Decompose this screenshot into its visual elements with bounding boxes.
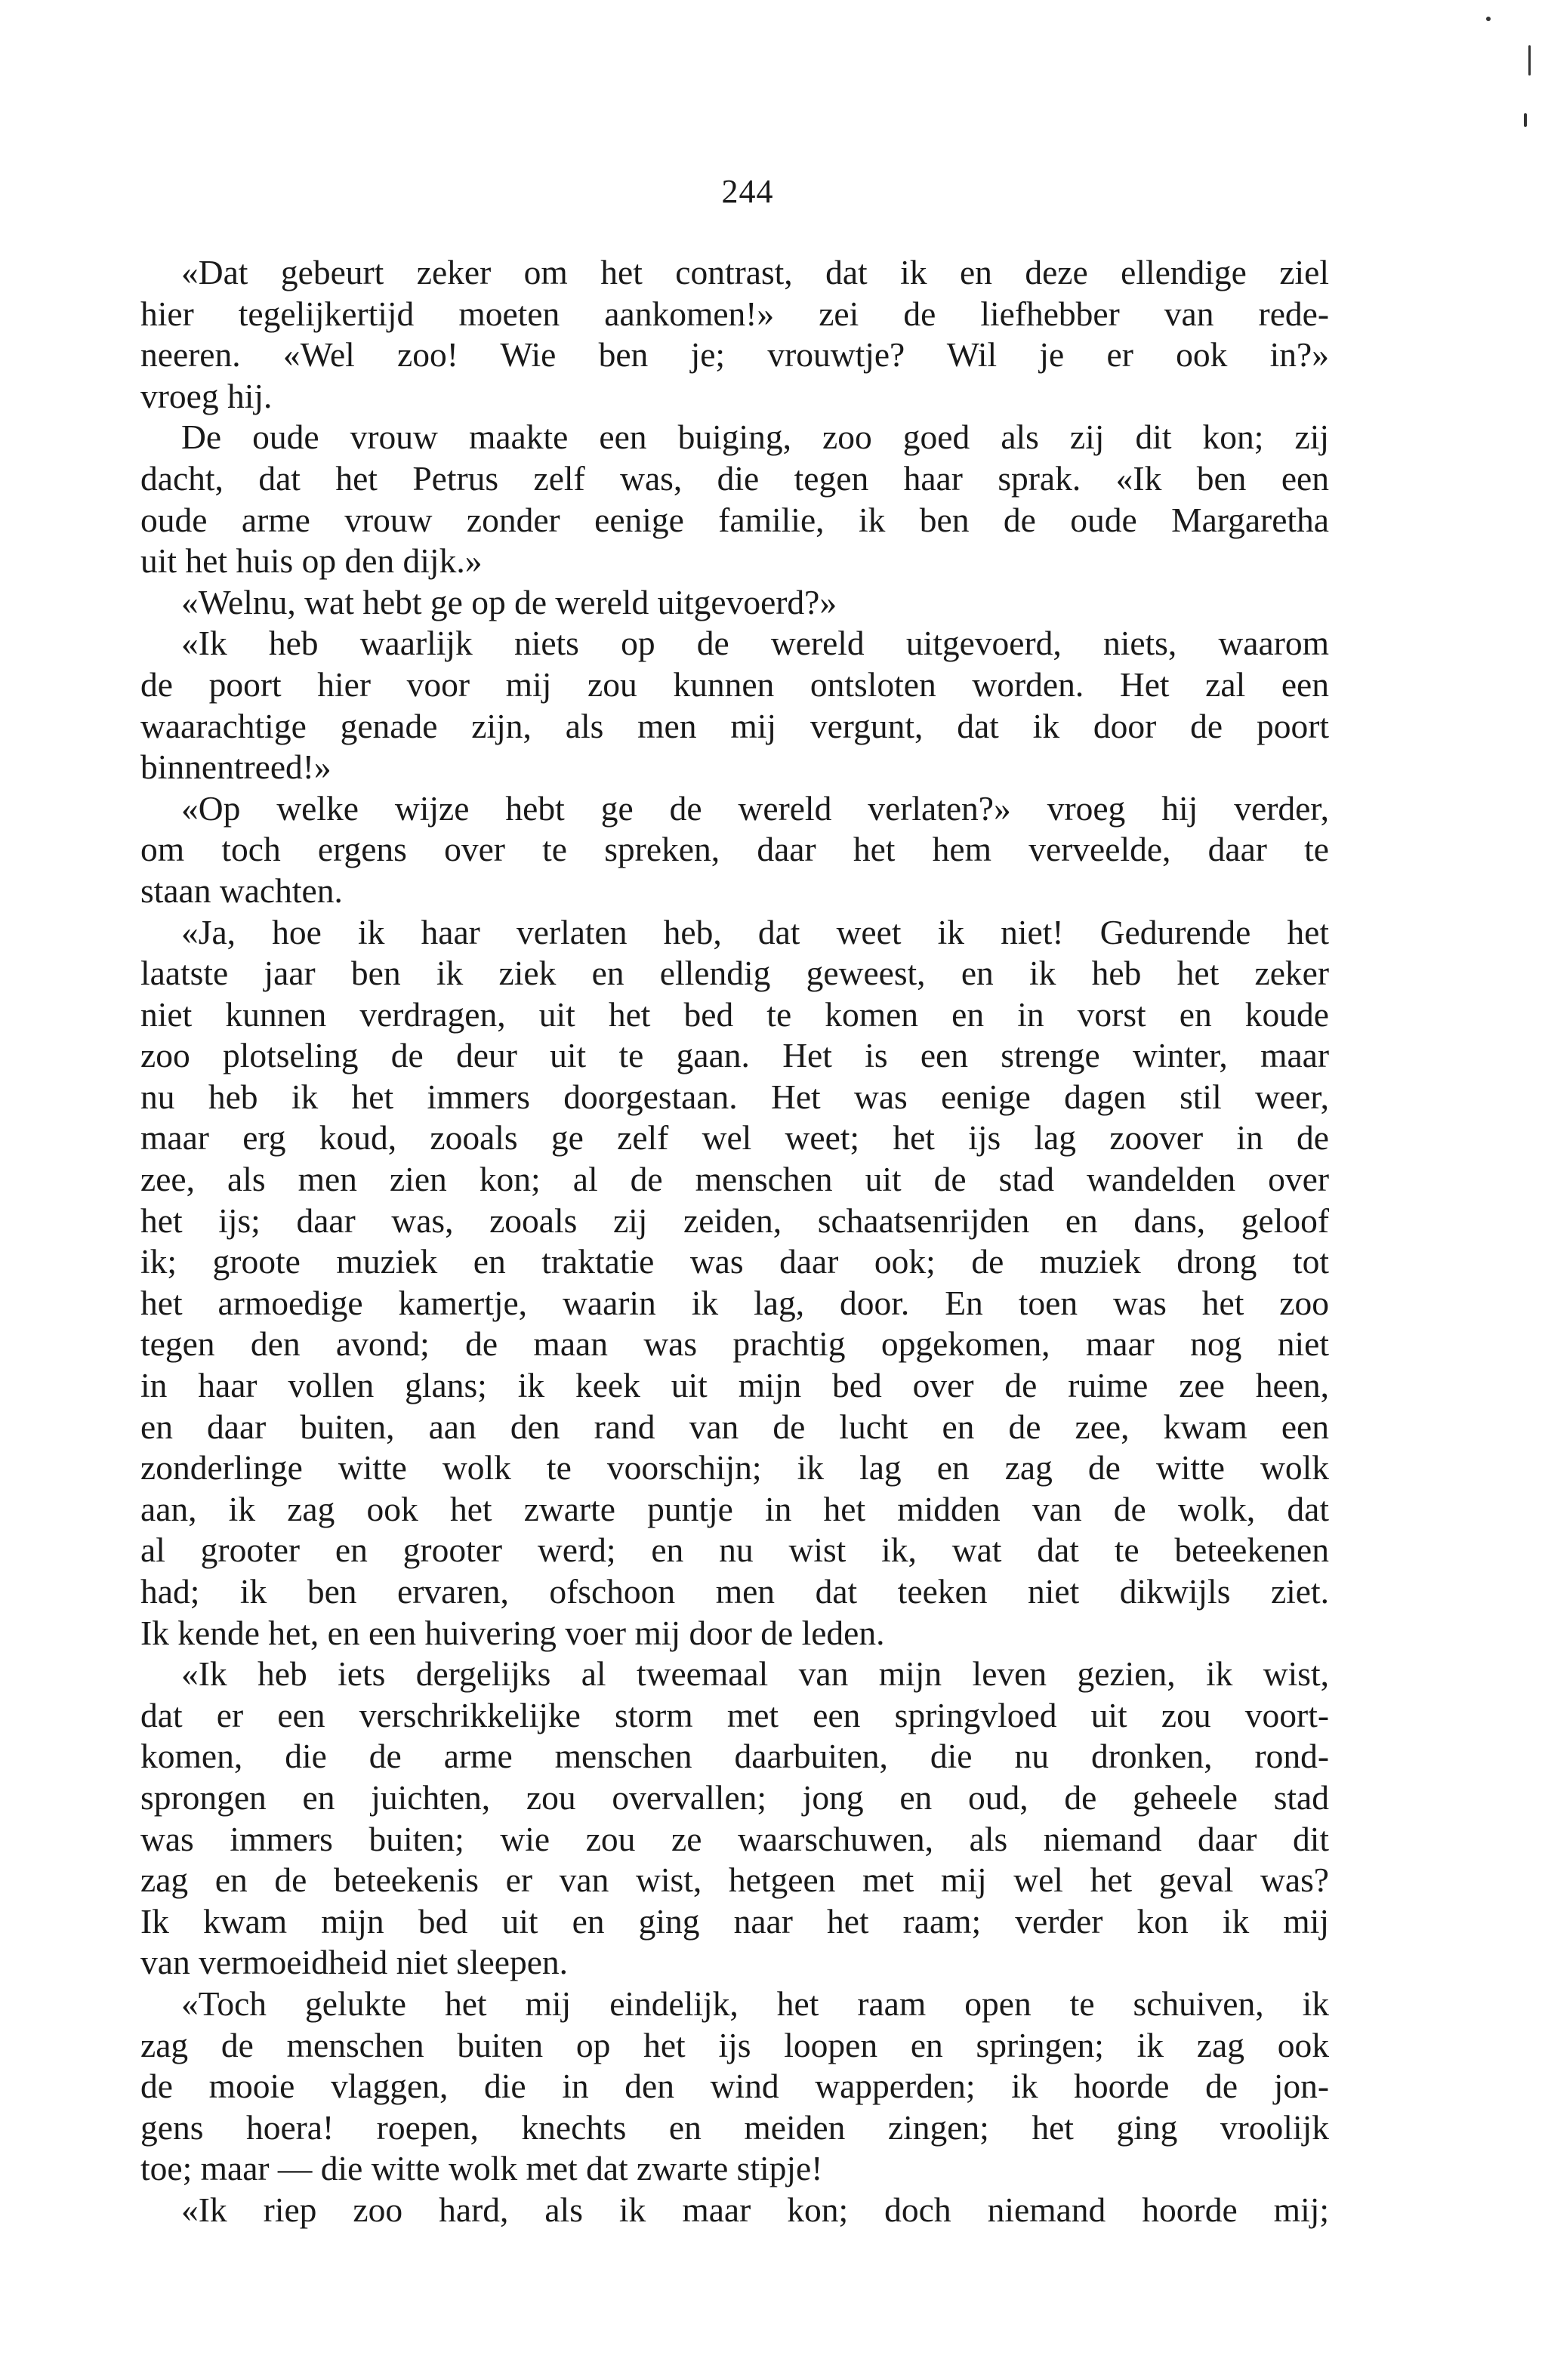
text-line: gens hoera! roepen, knechts en meiden zingen; het ging vroolijk: [140, 2107, 1329, 2147]
text-line: «Dat gebeurt zeker om het contrast, dat ik en deze ellendige ziel: [181, 253, 1329, 291]
text-line: zee, als men zien kon; al de menschen uit de stad wandelden over: [140, 1160, 1329, 1199]
text-line: zag en de beteekenis er van wist, hetgeen met mij wel het geval was?: [140, 1861, 1329, 1900]
text-line: vroeg hij.: [140, 376, 273, 415]
paragraph: [140, 623, 1329, 788]
text-line: De oude vrouw maakte een buiging, zoo goed als zij dit kon; zij: [181, 418, 1329, 457]
text-line: neeren. «Wel zoo! Wie ben je; vrouwtje? Wil je er ook in?»: [140, 335, 1329, 375]
paragraph: [140, 788, 1329, 912]
text-line: al grooter en grooter werd; en nu wist ik, wat dat te beteekenen: [140, 1531, 1329, 1570]
print-speck: [1528, 45, 1531, 76]
text-line: zonderlinge witte wolk te voorschijn; ik lag en zag de witte wolk: [140, 1448, 1329, 1488]
text-line: binnentreed!»: [140, 748, 332, 787]
text-line: tegen den avond; de maan was prachtig opgekomen, maar nog niet: [140, 1324, 1329, 1364]
text-line: oude arme vrouw zonder eenige familie, ik ben de oude Margaretha: [140, 500, 1329, 539]
paragraph: [140, 1654, 1329, 1984]
body-text: [140, 252, 1329, 2231]
text-line: van vermoeidheid niet sleepen.: [140, 1943, 569, 1982]
text-line: toe; maar — die witte wolk met dat zwarte stipje!: [140, 2149, 823, 2188]
text-line: «Op welke wijze hebt ge de wereld verlaten?» vroeg hij verder,: [181, 788, 1329, 828]
text-line: ik; groote muziek en traktatie was daar ook; de muziek drong tot: [140, 1242, 1329, 1281]
paragraph: [140, 1984, 1329, 2190]
text-line: Ik kwam mijn bed uit en ging naar het raam; verder kon ik mij: [140, 1901, 1329, 1941]
text-line: dat er een verschrikkelijke storm met een springvloed uit zou voort-: [140, 1695, 1329, 1734]
page-number: 244: [721, 173, 774, 210]
text-line: de poort hier voor mij zou kunnen ontsloten worden. Het zal een: [140, 664, 1329, 704]
text-line: de mooie vlaggen, die in den wind wapperden; ik hoorde de jon-: [140, 2067, 1329, 2106]
text-line: had; ik ben ervaren, ofschoon men dat teeken niet dikwijls ziet.: [140, 1572, 1329, 1611]
text-line: hier tegelijkertijd moeten aankomen!» zei de liefhebber van rede-: [140, 294, 1329, 333]
text-line: «Welnu, wat hebt ge op de wereld uitgevoerd?»: [181, 582, 837, 621]
print-speck: [1486, 17, 1491, 21]
paragraph: [140, 252, 1329, 417]
text-line: «Ik riep zoo hard, als ik maar kon; doch niemand hoorde mij;: [181, 2190, 1329, 2229]
text-line: «Toch gelukte het mij eindelijk, het raam open te schuiven, ik: [181, 1984, 1329, 2023]
text-line: «Ik heb waarlijk niets op de wereld uitgevoerd, niets, waarom: [181, 624, 1329, 663]
text-line: komen, die de arme menschen daarbuiten, die nu dronken, rond-: [140, 1737, 1329, 1776]
text-line: staan wachten.: [140, 871, 343, 910]
text-line: was immers buiten; wie zou ze waarschuwen, als niemand daar dit: [140, 1819, 1329, 1858]
text-line: laatste jaar ben ik ziek en ellendig geweest, en ik heb het zeker: [140, 954, 1329, 993]
text-line: het ijs; daar was, zooals zij zeiden, schaatsenrijden en dans, geloof: [140, 1201, 1329, 1240]
text-line: zoo plotseling de deur uit te gaan. Het is een strenge winter, maar: [140, 1036, 1329, 1075]
text-line: «Ik heb iets dergelijks al tweemaal van mijn leven gezien, ik wist,: [181, 1654, 1329, 1694]
text-line: om toch ergens over te spreken, daar het hem verveelde, daar te: [140, 830, 1329, 869]
paragraph: [140, 2190, 1329, 2231]
text-line: «Ja, hoe ik haar verlaten heb, dat weet ik niet! Gedurende het: [181, 912, 1329, 951]
print-speck: [1524, 113, 1527, 127]
paragraph: [140, 582, 1329, 624]
text-line: uit het huis op den dijk.»: [140, 541, 483, 581]
text-line: Ik kende het, en een huivering voer mij door de leden.: [140, 1613, 885, 1652]
text-line: en daar buiten, aan den rand van de lucht en de zee, kwam een: [140, 1407, 1329, 1446]
text-line: aan, ik zag ook het zwarte puntje in het midden van de wolk, dat: [140, 1489, 1329, 1528]
paragraph: [140, 417, 1329, 581]
text-line: nu heb ik het immers doorgestaan. Het was eenige dagen stil weer,: [140, 1077, 1329, 1116]
paragraph: [140, 912, 1329, 1654]
text-line: maar erg koud, zooals ge zelf wel weet; het ijs lag zoover in de: [140, 1118, 1329, 1158]
text-line: sprongen en juichten, zou overvallen; jong en oud, de geheele stad: [140, 1777, 1329, 1817]
text-line: het armoedige kamertje, waarin ik lag, door. En toen was het zoo: [140, 1283, 1329, 1322]
text-line: dacht, dat het Petrus zelf was, die tegen haar sprak. «Ik ben een: [140, 458, 1329, 498]
text-line: niet kunnen verdragen, uit het bed te komen en in vorst en koude: [140, 994, 1329, 1034]
text-line: in haar vollen glans; ik keek uit mijn bed over de ruime zee heen,: [140, 1366, 1329, 1405]
text-line: waarachtige genade zijn, als men mij vergunt, dat ik door de poort: [140, 706, 1329, 745]
text-line: zag de menschen buiten op het ijs loopen en springen; ik zag ook: [140, 2025, 1329, 2064]
